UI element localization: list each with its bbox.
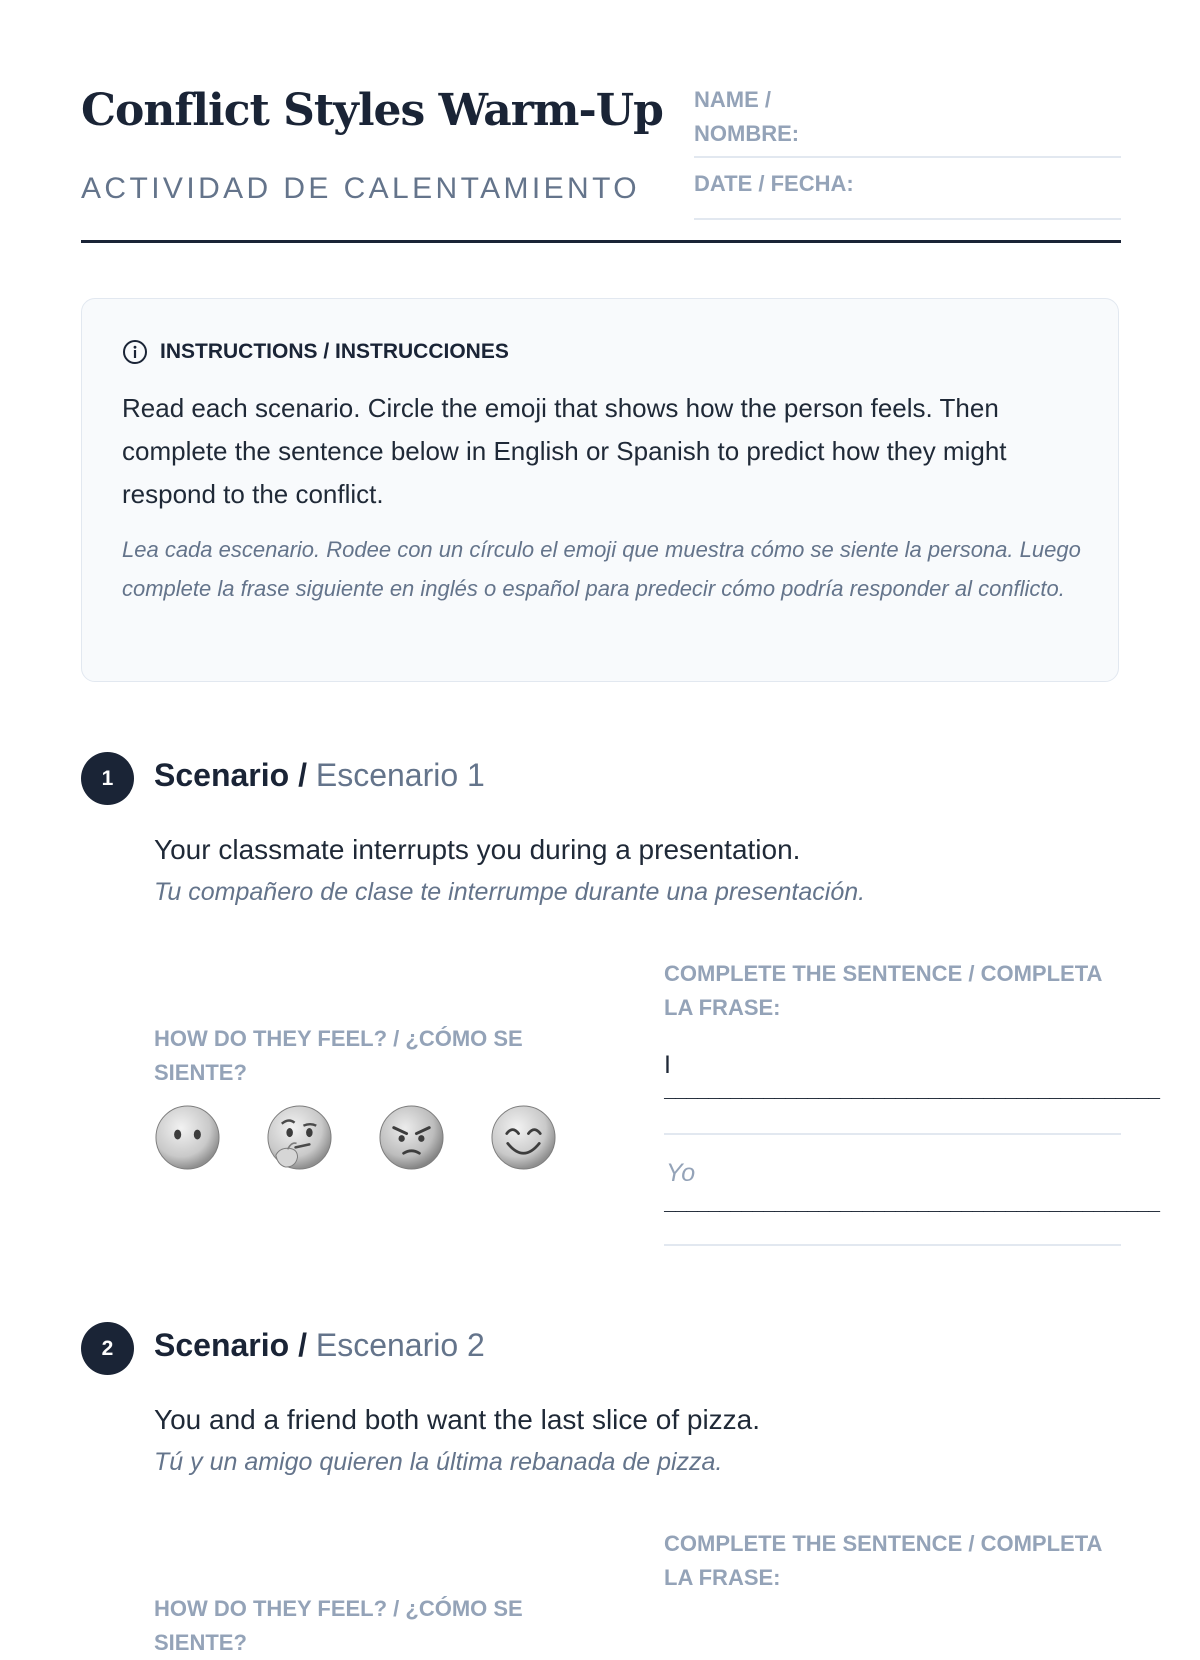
complete-sentence-label: COMPLETE THE SENTENCE / COMPLETA LA FRASE:	[664, 961, 1102, 1020]
scenario-title-es: Escenario 2	[315, 1327, 485, 1363]
answer-rule	[664, 1244, 1121, 1246]
sentence-starter-en: I	[664, 1051, 671, 1079]
instructions-text-en: Read each scenario. Circle the emoji that shows how the person feels. Then complete the sentence below in English or Spanish to predict how they might respond to the conflict.	[122, 393, 1007, 509]
name-label-line1: NAME /	[694, 87, 771, 112]
name-field[interactable]	[694, 83, 1121, 158]
answer-blank-es: _____________________________________________	[664, 1194, 1160, 1217]
scenario-number-badge: 2	[81, 1322, 134, 1375]
instructions-text-es: Lea cada escenario. Rodee con un círculo el emoji que muestra cómo se siente la persona. Luego complete la frase siguiente en inglés o español para predecir cómo podría responder al conflicto.	[122, 537, 1081, 601]
name-label-line2: NOMBRE:	[694, 121, 800, 146]
thinking-face-icon[interactable]	[266, 1104, 333, 1171]
instructions-header	[122, 339, 509, 365]
answer-line-es[interactable]	[664, 1137, 1160, 1245]
scenario-title-en: Scenario /	[154, 1327, 307, 1363]
complete-sentence-label: COMPLETE THE SENTENCE / COMPLETA LA FRASE:	[664, 1531, 1102, 1590]
emoji-choices	[154, 1104, 557, 1171]
complete-sentence	[664, 957, 1160, 1245]
scenario-title-en: Scenario /	[154, 757, 307, 793]
scenario-title	[154, 1327, 485, 1364]
feel-question: HOW DO THEY FEEL? / ¿CÓMO SE SIENTE?	[154, 1596, 523, 1655]
instructions-title: INSTRUCTIONS / INSTRUCCIONES	[160, 340, 509, 363]
scenario-title	[154, 757, 485, 794]
sentence-starter-es: Yo	[666, 1159, 696, 1187]
feel-question: HOW DO THEY FEEL? / ¿CÓMO SE SIENTE?	[154, 1026, 523, 1085]
page-title: Conflict Styles Warm-Up	[81, 85, 663, 136]
answer-rule	[664, 1133, 1121, 1135]
complete-sentence	[664, 1527, 1121, 1595]
title-block	[81, 80, 681, 205]
answer-line-en[interactable]	[664, 1051, 1160, 1137]
scenario-text-en: Your classmate interrupts you during a presentation.	[154, 834, 801, 865]
neutral-face-icon[interactable]	[154, 1104, 221, 1171]
instructions-box	[81, 298, 1119, 682]
angry-face-icon[interactable]	[378, 1104, 445, 1171]
header-divider	[81, 240, 1121, 243]
scenario-title-es: Escenario 1	[315, 757, 485, 793]
scenario-number-badge: 1	[81, 752, 134, 805]
scenario-text-en: You and a friend both want the last slice of pizza.	[154, 1404, 761, 1435]
date-field[interactable]	[694, 162, 1121, 220]
scenario-text-es: Tu compañero de clase te interrumpe durante una presentación.	[154, 878, 866, 906]
student-fields	[694, 83, 1121, 220]
info-icon	[122, 339, 148, 365]
smiling-face-icon[interactable]	[490, 1104, 557, 1171]
page-subtitle: ACTIVIDAD DE CALENTAMIENTO	[81, 172, 641, 205]
answer-blank-en: _____________________________________________	[664, 1081, 1160, 1104]
date-label: DATE / FECHA:	[694, 171, 854, 196]
scenario-text-es: Tú y un amigo quieren la última rebanada de pizza.	[154, 1448, 723, 1476]
